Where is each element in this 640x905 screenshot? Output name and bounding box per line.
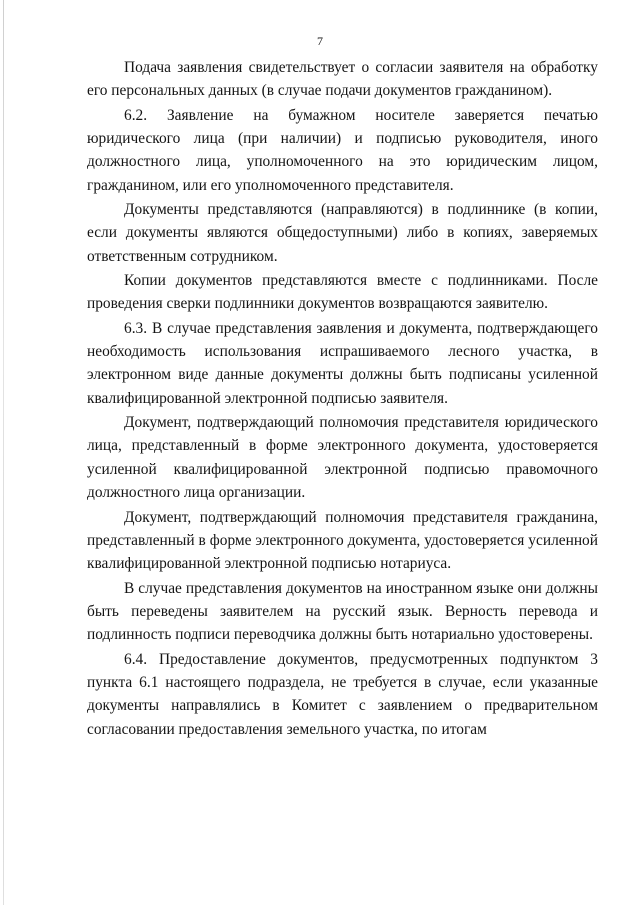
paragraph-consent: Подача заявления свидетельствует о согласии заявителя на обработку его персональных данных (в случае подачи документов гражданином). [87, 59, 598, 100]
paragraph-6-4: 6.4. Предоставление документов, предусмотренных подпунктом 3 пункта 6.1 настоящего подраздела, не требуется в случае, если указанные документы направлялись в Комитет с заявлением о предварительном согласовании предоставления земельного участка, по итогам [87, 650, 598, 738]
paragraph-6-2: 6.2. Заявление на бумажном носителе заверяется печатью юридического лица (при наличии) и подписью руководителя, иного должностного лица, уполномоченного на это юридическим лицом, гражданином, или его уполномоченного представителя. [87, 106, 598, 194]
paragraph-6-3: 6.3. В случае представления заявления и документа, подтверждающего необходимость использования испрашиваемого лесного участка, в электронном виде данные документы должны быть подписаны усиленной квалифицированной электронной подписью заявителя. [87, 319, 598, 407]
page-number: 7 [317, 34, 323, 48]
paragraph-documents-submission: Документы представляются (направляются) в подлиннике (в копии, если документы являются общедоступными) либо в копиях, заверяемых ответственным сотрудником. [87, 201, 598, 265]
document-body [87, 56, 598, 741]
paragraph-copies: Копии документов представляются вместе с подлинниками. После проведения сверки подлинники документов возвращаются заявителю. [87, 272, 598, 313]
page-edge-shadow [3, 0, 4, 905]
paragraph-citizen-representative: Документ, подтверждающий полномочия представителя гражданина, представленный в форме электронного документа, удостоверяется усиленной квалифицированной электронной подписью нотариуса. [87, 508, 598, 573]
paragraph-legal-entity-representative: Документ, подтверждающий полномочия представителя юридического лица, представленный в форме электронного документа, удостоверяется усиленной квалифицированной электронной подписью правомочного должностного лица организации. [87, 414, 598, 502]
paragraph-foreign-language: В случае представления документов на иностранном языке они должны быть переведены заявителем на русский язык. Верность перевода и подлинность подписи переводчика должны быть нотариально удостоверены. [87, 579, 598, 644]
